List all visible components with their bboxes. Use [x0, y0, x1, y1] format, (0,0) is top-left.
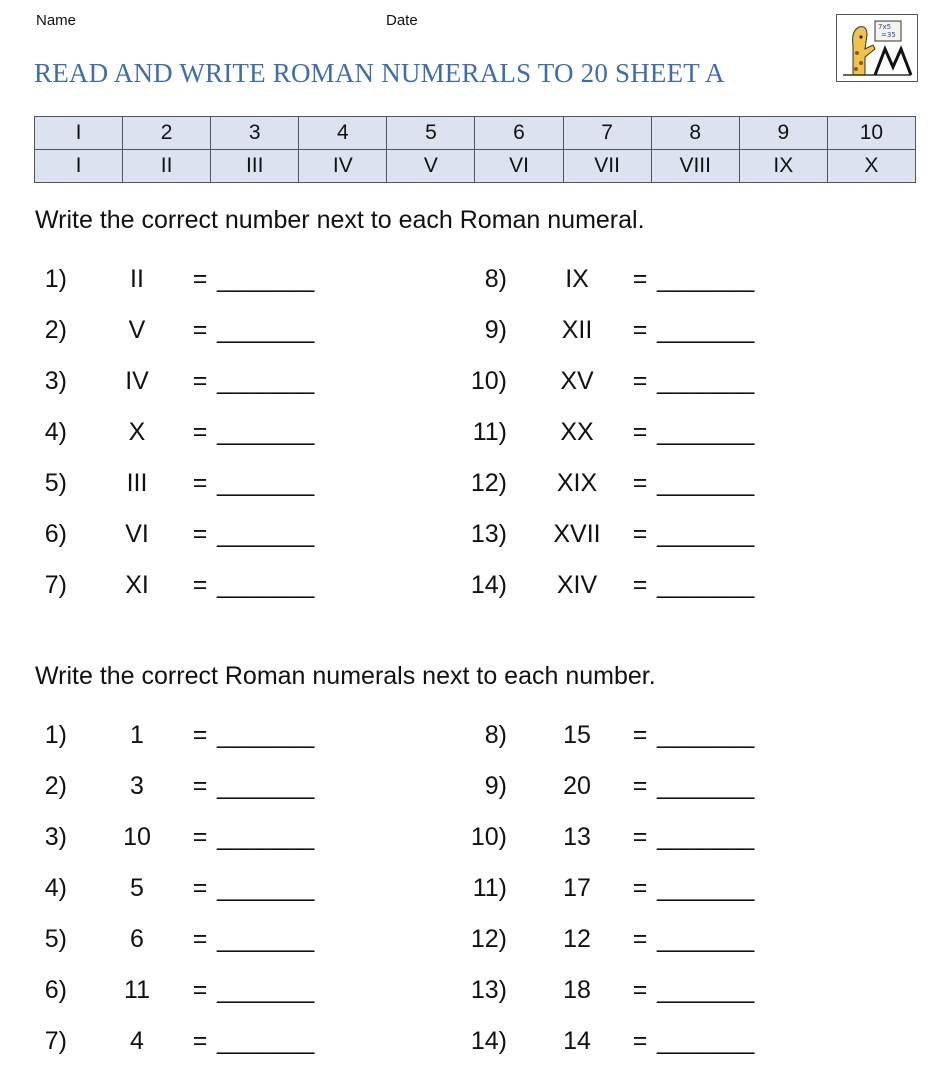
question-value: 11 [124, 976, 150, 1004]
question-number: 5) [44, 469, 67, 497]
question-value: 13 [563, 823, 591, 851]
equals-sign: = [192, 976, 208, 1004]
answer-blank[interactable]: _______ [657, 265, 755, 293]
name-label: Name [36, 12, 77, 29]
question-number: 4) [44, 418, 67, 446]
answer-blank[interactable]: _______ [657, 469, 755, 497]
question-value: IV [125, 367, 149, 395]
equals-sign: = [632, 1027, 648, 1055]
answer-blank[interactable]: _______ [217, 418, 315, 446]
question-value: III [126, 469, 148, 497]
question-value: XX [560, 418, 594, 446]
question-number: 3) [44, 823, 67, 851]
answer-blank[interactable]: _______ [217, 367, 315, 395]
ref-roman-cell: IV [299, 150, 387, 183]
ref-number-cell: I [35, 117, 123, 150]
answer-blank[interactable]: _______ [217, 721, 315, 749]
equals-sign: = [192, 874, 208, 902]
equals-sign: = [632, 976, 648, 1004]
ref-number-cell: 8 [651, 117, 739, 150]
ref-roman-cell: II [123, 150, 211, 183]
answer-blank[interactable]: _______ [657, 571, 755, 599]
answer-blank[interactable]: _______ [657, 874, 755, 902]
giraffe-logo-icon [836, 14, 918, 82]
question-number: 1) [44, 265, 67, 293]
logo-board-text-2: =35 [881, 31, 896, 39]
date-label: Date [386, 12, 418, 29]
answer-blank[interactable]: _______ [657, 721, 755, 749]
question-number: 8) [484, 721, 507, 749]
equals-sign: = [192, 367, 208, 395]
answer-blank[interactable]: _______ [217, 265, 315, 293]
answer-blank[interactable]: _______ [657, 925, 755, 953]
question-value: 18 [563, 976, 591, 1004]
worksheet-title: READ AND WRITE ROMAN NUMERALS TO 20 SHEET A [34, 58, 725, 88]
ref-number-cell: 7 [563, 117, 651, 150]
logo-board-text-1: 7x5 [878, 23, 892, 31]
ref-roman-cell: VI [475, 150, 563, 183]
equals-sign: = [192, 418, 208, 446]
section1-instruction: Write the correct number next to each Roman numeral. [35, 206, 645, 234]
reference-number-row [35, 117, 916, 150]
question-value: 4 [130, 1027, 144, 1055]
question-number: 14) [470, 571, 507, 599]
answer-blank[interactable]: _______ [217, 976, 315, 1004]
equals-sign: = [632, 571, 648, 599]
answer-blank[interactable]: _______ [657, 418, 755, 446]
equals-sign: = [192, 772, 208, 800]
answer-blank[interactable]: _______ [217, 316, 315, 344]
question-number: 2) [44, 772, 67, 800]
question-number: 12) [470, 469, 507, 497]
equals-sign: = [632, 874, 648, 902]
question-number: 1) [44, 721, 67, 749]
answer-blank[interactable]: _______ [657, 976, 755, 1004]
equals-sign: = [192, 571, 208, 599]
question-number: 10) [470, 367, 507, 395]
question-number: 6) [44, 520, 67, 548]
ref-roman-cell: VII [563, 150, 651, 183]
answer-blank[interactable]: _______ [217, 772, 315, 800]
equals-sign: = [632, 265, 648, 293]
equals-sign: = [632, 823, 648, 851]
equals-sign: = [632, 418, 648, 446]
question-number: 5) [44, 925, 67, 953]
question-value: XII [561, 316, 593, 344]
ref-roman-cell: I [35, 150, 123, 183]
ref-roman-cell: V [387, 150, 475, 183]
ref-number-cell: 2 [123, 117, 211, 150]
ref-number-cell: 4 [299, 117, 387, 150]
equals-sign: = [632, 520, 648, 548]
question-value: X [128, 418, 146, 446]
question-value: 20 [563, 772, 591, 800]
question-value: 1 [130, 721, 144, 749]
question-number: 7) [44, 1027, 67, 1055]
question-value: IX [565, 265, 589, 293]
question-number: 10) [470, 823, 507, 851]
question-number: 8) [484, 265, 507, 293]
question-value: II [130, 265, 144, 293]
answer-blank[interactable]: _______ [657, 367, 755, 395]
answer-blank[interactable]: _______ [217, 1027, 315, 1055]
question-number: 2) [44, 316, 67, 344]
question-number: 14) [470, 1027, 507, 1055]
question-value: VI [125, 520, 149, 548]
question-value: 5 [130, 874, 144, 902]
question-value: 17 [563, 874, 591, 902]
question-value: 3 [130, 772, 144, 800]
answer-blank[interactable]: _______ [217, 469, 315, 497]
reference-roman-row [35, 150, 916, 183]
question-number: 13) [470, 520, 507, 548]
answer-blank[interactable]: _______ [217, 874, 315, 902]
question-number: 9) [484, 316, 507, 344]
equals-sign: = [192, 1027, 208, 1055]
question-number: 11) [472, 418, 507, 446]
equals-sign: = [632, 367, 648, 395]
equals-sign: = [632, 316, 648, 344]
equals-sign: = [192, 721, 208, 749]
answer-blank[interactable]: _______ [657, 772, 755, 800]
equals-sign: = [632, 925, 648, 953]
equals-sign: = [192, 469, 208, 497]
ref-roman-cell: X [827, 150, 915, 183]
answer-blank[interactable]: _______ [217, 520, 315, 548]
answer-blank[interactable]: _______ [657, 823, 755, 851]
question-number: 6) [44, 976, 67, 1004]
question-value: XVII [553, 520, 601, 548]
answer-blank[interactable]: _______ [657, 1027, 755, 1055]
equals-sign: = [192, 925, 208, 953]
equals-sign: = [632, 772, 648, 800]
ref-roman-cell: IX [739, 150, 827, 183]
ref-roman-cell: III [211, 150, 299, 183]
question-number: 13) [470, 976, 507, 1004]
question-value: XIV [556, 571, 598, 599]
question-number: 3) [44, 367, 67, 395]
question-value: 6 [130, 925, 144, 953]
question-value: XV [560, 367, 594, 395]
equals-sign: = [192, 823, 208, 851]
ref-number-cell: 6 [475, 117, 563, 150]
question-value: 12 [563, 925, 591, 953]
question-number: 12) [470, 925, 507, 953]
answer-blank[interactable]: _______ [657, 316, 755, 344]
section2-instruction: Write the correct Roman numerals next to each number. [35, 662, 656, 690]
question-value: 10 [123, 823, 151, 851]
answer-blank[interactable]: _______ [217, 571, 315, 599]
equals-sign: = [192, 520, 208, 548]
question-number: 9) [484, 772, 507, 800]
answer-blank[interactable]: _______ [217, 925, 315, 953]
ref-number-cell: 10 [827, 117, 915, 150]
question-value: 15 [563, 721, 591, 749]
answer-blank[interactable]: _______ [657, 520, 755, 548]
equals-sign: = [192, 316, 208, 344]
equals-sign: = [632, 721, 648, 749]
question-number: 11) [472, 874, 507, 902]
question-value: XIX [556, 469, 598, 497]
ref-number-cell: 9 [739, 117, 827, 150]
equals-sign: = [192, 265, 208, 293]
question-value: V [128, 316, 146, 344]
question-value: 14 [563, 1027, 591, 1055]
answer-blank[interactable]: _______ [217, 823, 315, 851]
question-number: 4) [44, 874, 67, 902]
ref-roman-cell: VIII [651, 150, 739, 183]
question-value: XI [125, 571, 149, 599]
reference-table [34, 116, 916, 183]
equals-sign: = [632, 469, 648, 497]
question-number: 7) [44, 571, 67, 599]
ref-number-cell: 5 [387, 117, 475, 150]
ref-number-cell: 3 [211, 117, 299, 150]
